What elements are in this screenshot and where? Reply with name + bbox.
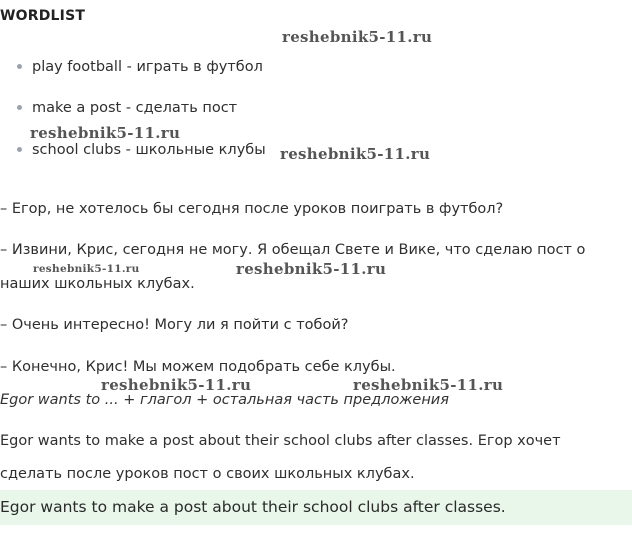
watermark: reshebnik5-11.ru <box>236 260 387 278</box>
bullet-icon <box>17 147 22 152</box>
dialogue-line: – Очень интересно! Могу ли я пойти с тобой? <box>0 317 349 333</box>
wordlist-item <box>0 100 237 116</box>
wordlist-item <box>0 59 263 75</box>
grammar-pattern: Egor wants to ... + глагол + остальная часть предложения <box>0 392 449 408</box>
dialogue-line: – Извини, Крис, сегодня не могу. Я обещал Свете и Вике, что сделаю пост о <box>0 242 586 258</box>
wordlist-item-text: school clubs - школьные клубы <box>32 142 266 158</box>
wordlist-item <box>0 142 266 158</box>
wordlist-heading: WORDLIST <box>0 8 86 24</box>
bullet-icon <box>17 64 22 69</box>
watermark: reshebnik5-11.ru <box>282 28 433 46</box>
wordlist-item-text: make a post - сделать пост <box>32 100 238 116</box>
watermark: reshebnik5-11.ru <box>30 124 181 142</box>
answer-text: Egor wants to make a post about their school clubs after classes. <box>0 498 506 516</box>
dialogue-line: – Егор, не хотелось бы сегодня после уроков поиграть в футбол? <box>0 201 504 217</box>
watermark: reshebnik5-11.ru <box>353 376 504 394</box>
watermark: reshebnik5-11.ru <box>280 145 431 163</box>
example-line: сделать после уроков пост о своих школьных клубах. <box>0 466 415 482</box>
bullet-icon <box>17 105 22 110</box>
watermark: reshebnik5-11.ru <box>33 263 140 275</box>
watermark: reshebnik5-11.ru <box>101 376 252 394</box>
example-line: Egor wants to make a post about their school clubs after classes. Егор хочет <box>0 433 561 449</box>
wordlist-item-text: play football - играть в футбол <box>32 59 263 75</box>
dialogue-line: – Конечно, Крис! Мы можем подобрать себе клубы. <box>0 359 396 375</box>
dialogue-line: наших школьных клубах. <box>0 276 195 292</box>
